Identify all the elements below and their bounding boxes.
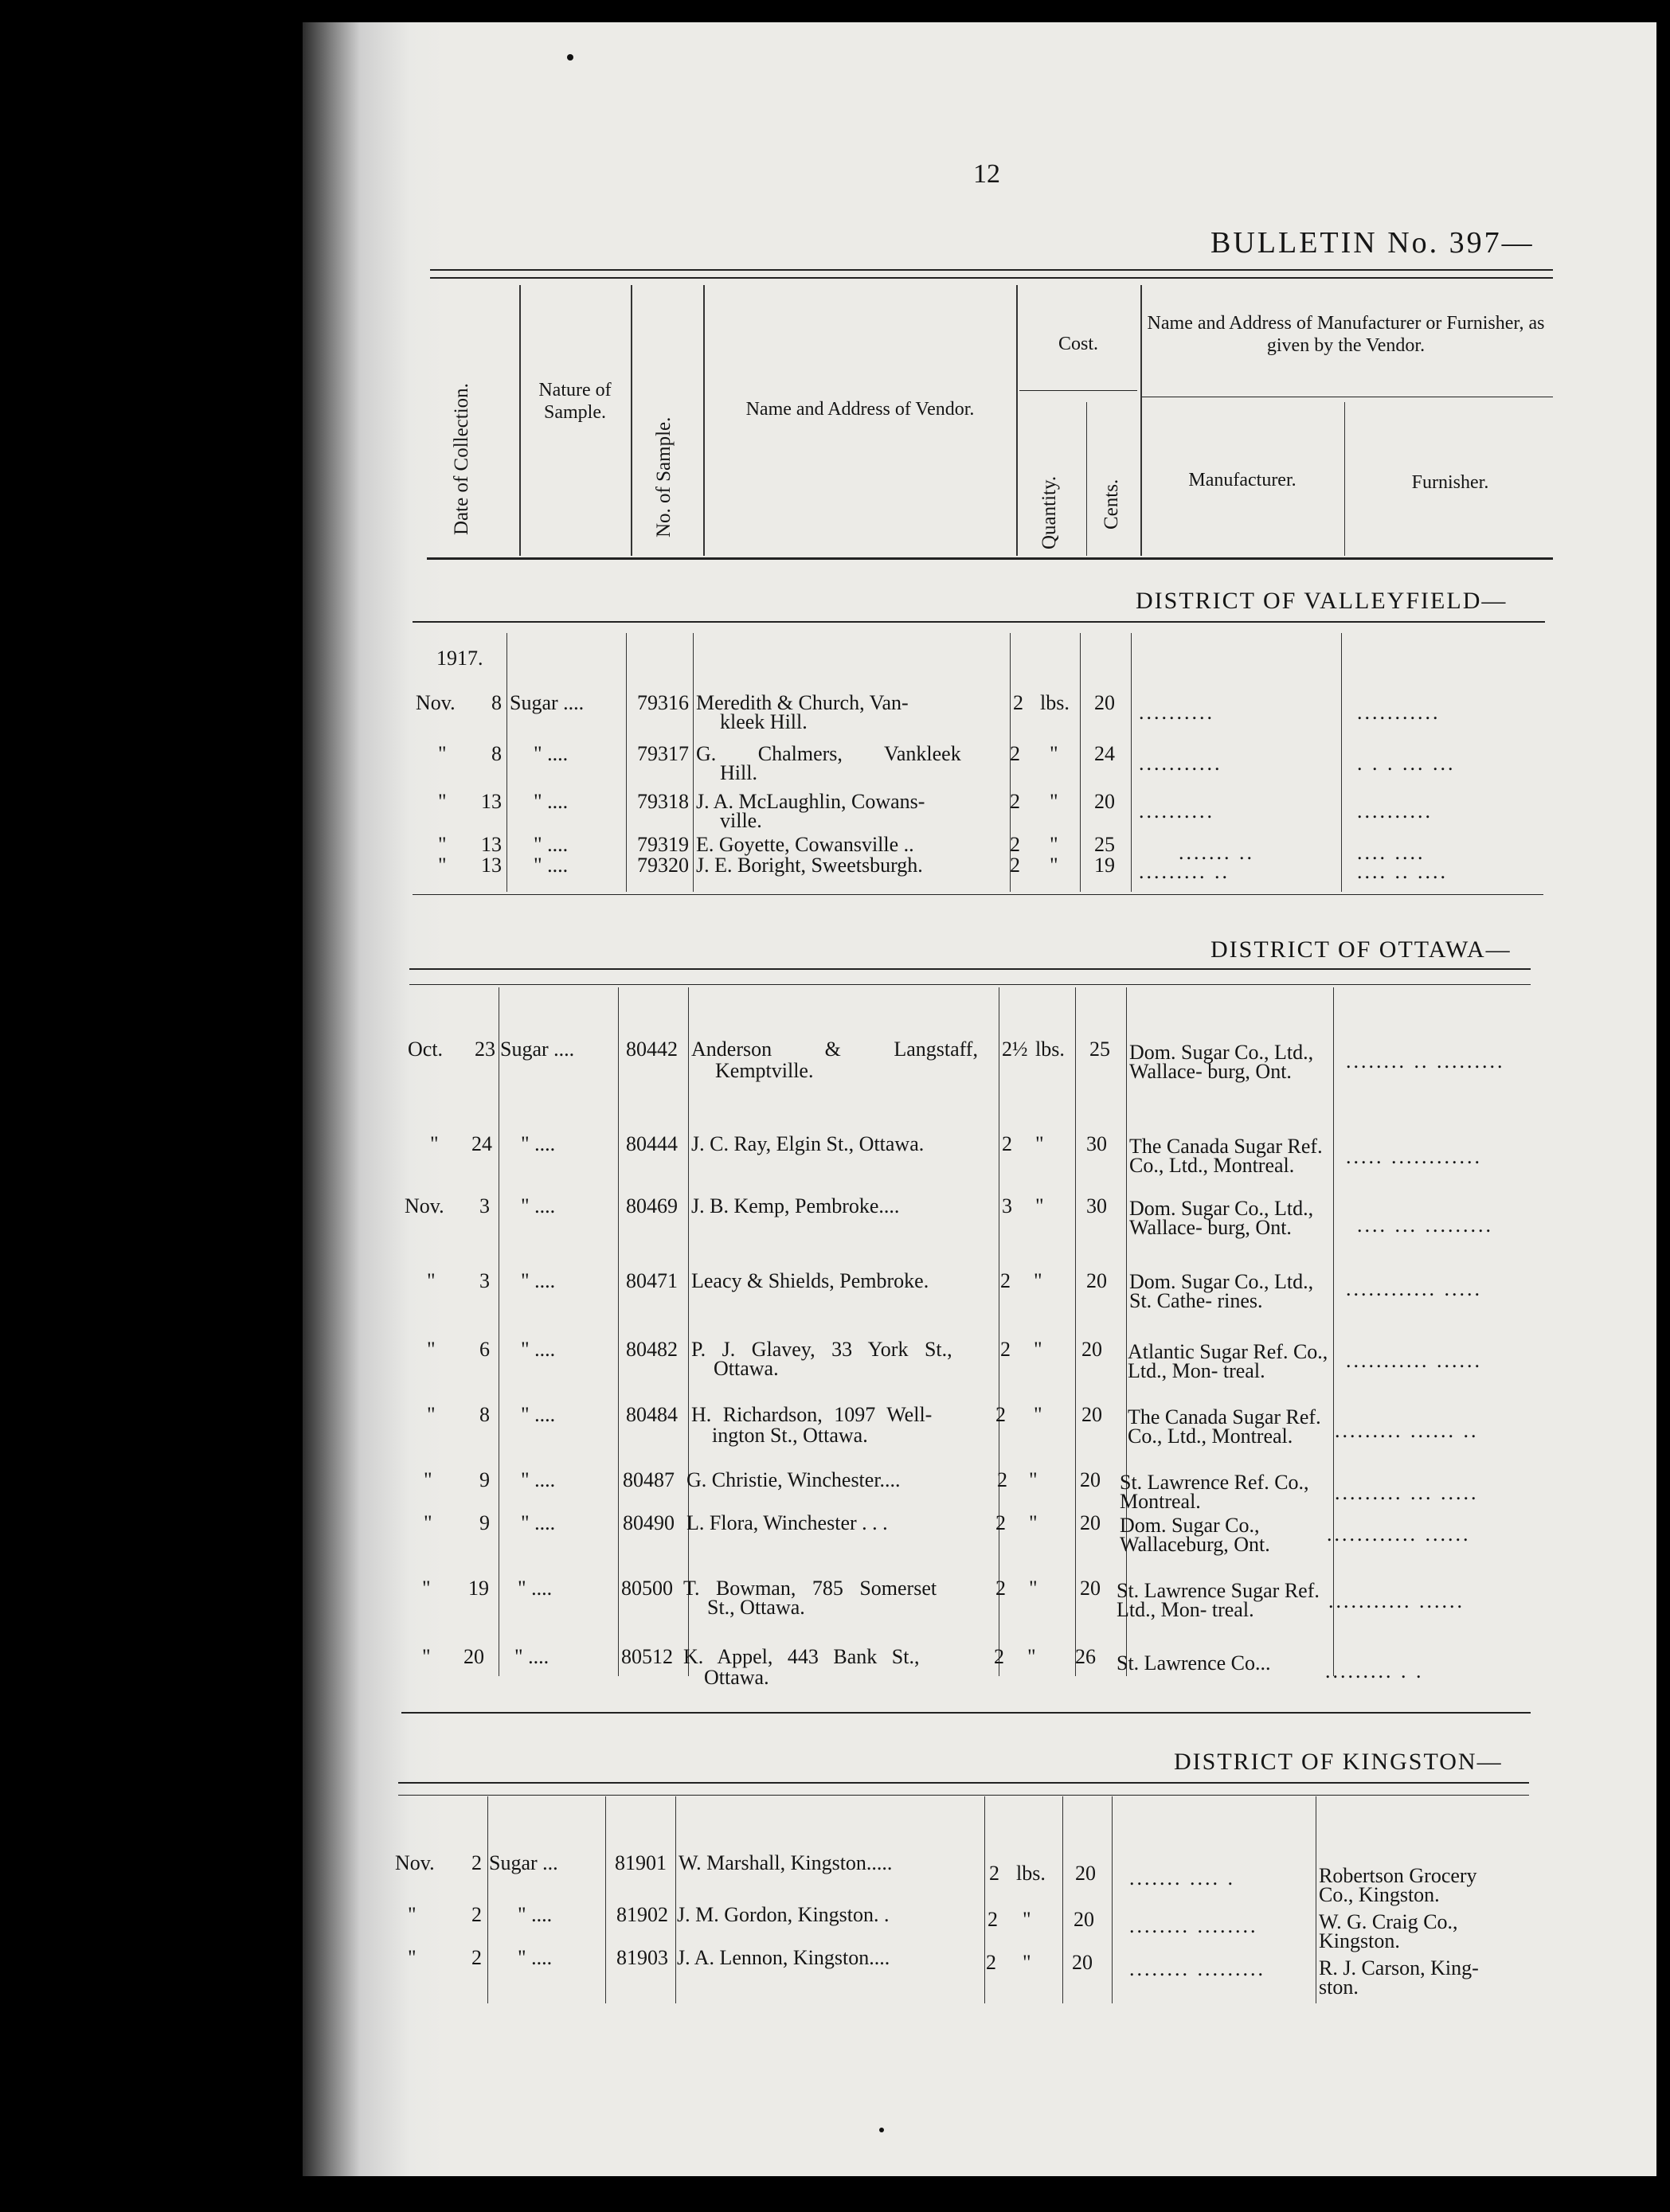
- header-date: Date of Collection.: [451, 383, 472, 535]
- year-label: 1917.: [436, 647, 483, 670]
- district-title-valleyfield: DISTRICT OF VALLEYFIELD—: [1136, 588, 1508, 614]
- district-title-kingston: DISTRICT OF KINGSTON—: [1174, 1749, 1503, 1775]
- page-number: 12: [973, 159, 1000, 189]
- header-quantity: Quantity.: [1038, 475, 1060, 549]
- print-dot: [567, 54, 573, 61]
- header-cents: Cents.: [1101, 479, 1122, 530]
- header-number: No. of Sample.: [653, 416, 675, 537]
- header-nature: Nature of Sample.: [538, 380, 612, 423]
- bulletin-title: BULLETIN No. 397—: [1210, 226, 1535, 260]
- print-dot: [879, 2128, 884, 2132]
- header-furnisher: Furnisher.: [1411, 472, 1489, 493]
- header-cost: Cost.: [1058, 334, 1098, 354]
- district-title-ottawa: DISTRICT OF OTTAWA—: [1210, 936, 1512, 963]
- header-manufacturer: Manufacturer.: [1188, 470, 1296, 490]
- header-vendor: Name and Address of Vendor.: [745, 399, 975, 420]
- header-manufacturer-group: Name and Address of Manufacturer or Furnisher, as given by the Vendor.: [1147, 313, 1545, 356]
